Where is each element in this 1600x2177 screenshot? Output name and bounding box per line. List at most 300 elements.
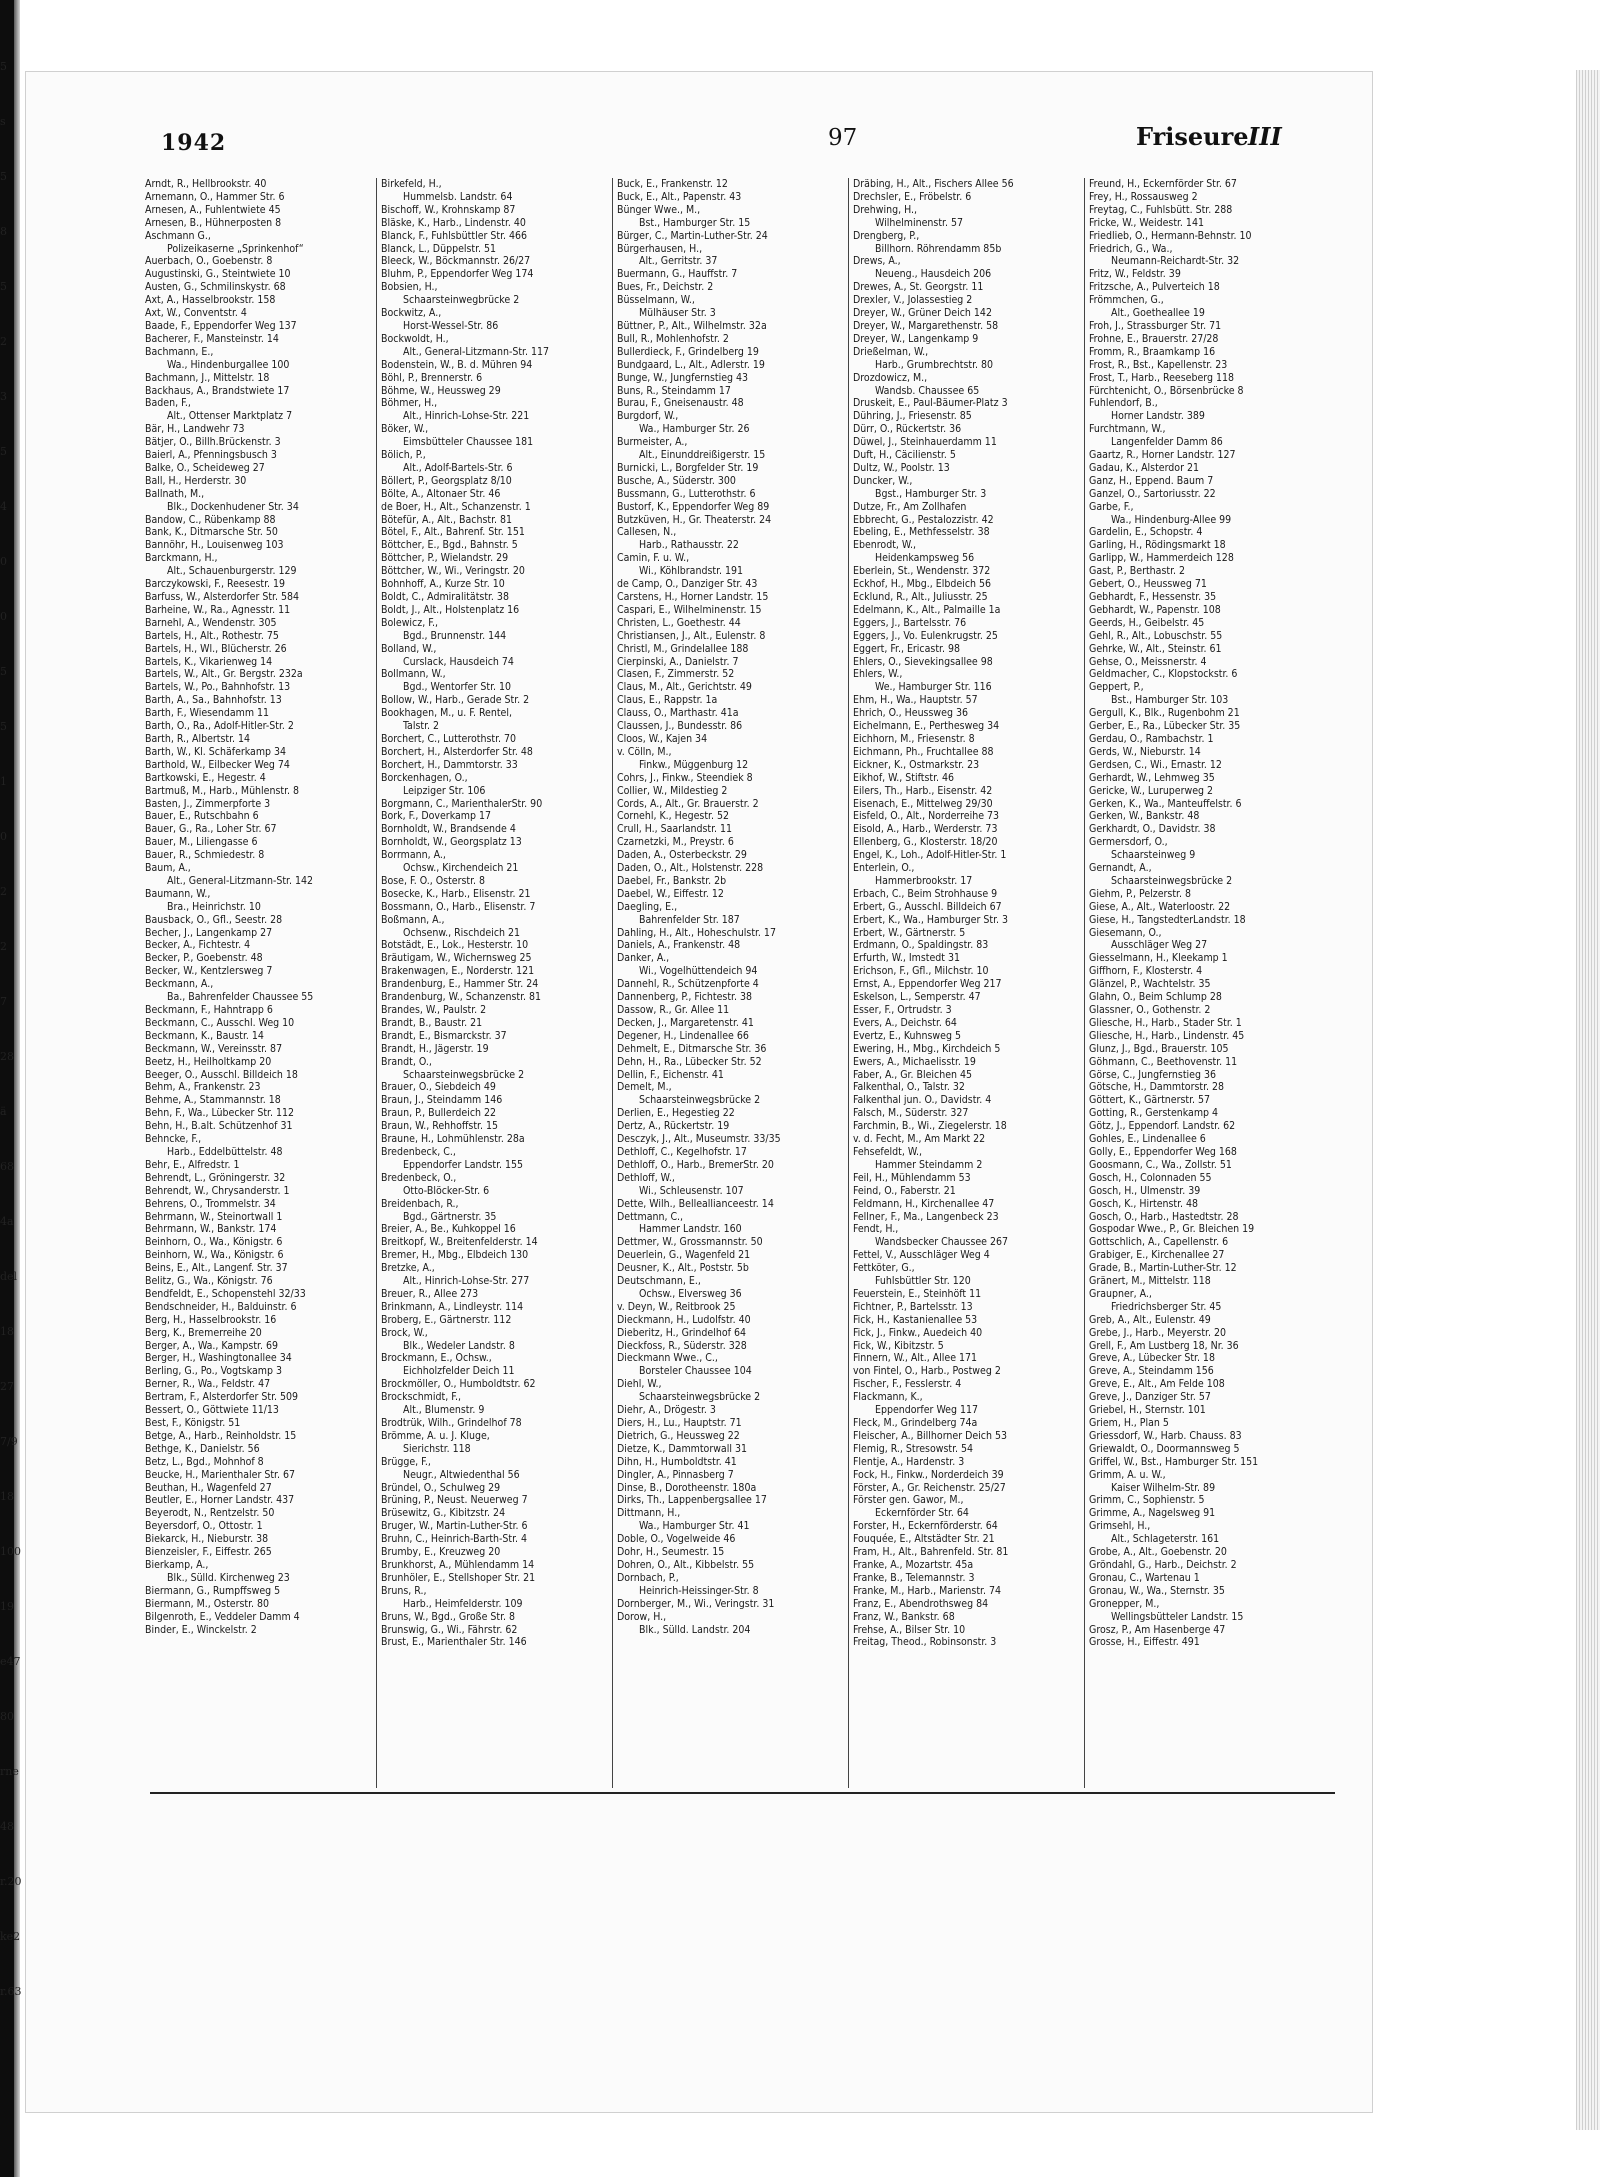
margin-fragment: e47 bbox=[0, 1655, 21, 1668]
directory-entry: Ehm, H., Wa., Hauptstr. 57 bbox=[853, 694, 978, 707]
directory-entry: Bläske, K., Harb., Lindenstr. 40 bbox=[381, 216, 526, 229]
directory-entry: Druskeit, E., Paul-Bäumer-Platz 3 bbox=[853, 397, 1008, 410]
directory-entry: Eisold, A., Harb., Werderstr. 73 bbox=[853, 823, 998, 836]
directory-entry: Barth, O., Ra., Adolf-Hitler-Str. 2 bbox=[145, 720, 294, 733]
directory-entry: Bollow, W., Harb., Gerade Str. 2 bbox=[381, 694, 530, 707]
directory-entry: Drießelman, W., bbox=[853, 345, 929, 358]
directory-entry: Drehwing, H., bbox=[853, 203, 917, 216]
directory-entry: Ochsw., Elversweg 36 bbox=[639, 1287, 742, 1300]
directory-entry: Bose, F. O., Osterstr. 8 bbox=[381, 874, 486, 887]
directory-entry: Greve, J., Danziger Str. 57 bbox=[1089, 1391, 1211, 1404]
directory-entry: Gehl, R., Alt., Lobuschstr. 55 bbox=[1089, 629, 1223, 642]
directory-entry: Brakenwagen, E., Norderstr. 121 bbox=[381, 965, 535, 978]
margin-fragment: 28 bbox=[0, 1050, 14, 1063]
directory-entry: Becker, P., Goebenstr. 48 bbox=[145, 952, 263, 965]
directory-entry: Giese, H., TangstedterLandstr. 18 bbox=[1089, 913, 1246, 926]
directory-entry: Auerbach, O., Goebenstr. 8 bbox=[145, 255, 273, 268]
directory-entry: Camin, F. u. W., bbox=[617, 552, 690, 565]
directory-entry: Bauer, M., Liliengasse 6 bbox=[145, 836, 258, 849]
directory-entry: Dehmelt, E., Ditmarsche Str. 36 bbox=[617, 1042, 767, 1055]
margin-fragment: 3 bbox=[0, 390, 7, 403]
directory-entry: Bookhagen, M., u. F. Rentel, bbox=[381, 707, 512, 720]
directory-entry: Feldmann, H., Kirchenallee 47 bbox=[853, 1197, 995, 1210]
directory-entry: Cornehl, K., Hegestr. 52 bbox=[617, 810, 729, 823]
directory-entry: Grosz, P., Am Hasenberge 47 bbox=[1089, 1623, 1226, 1636]
directory-entry: Beucke, H., Marienthaler Str. 67 bbox=[145, 1468, 295, 1481]
directory-entry: Götsche, H., Dammtorstr. 28 bbox=[1089, 1081, 1225, 1094]
directory-entry: Horst-Wessel-Str. 86 bbox=[403, 319, 499, 332]
directory-entry: Bartels, H., Alt., Rothestr. 75 bbox=[145, 629, 279, 642]
margin-fragment: 5 bbox=[0, 60, 7, 73]
directory-entry: Gerdsen, C., Wi., Ernastr. 12 bbox=[1089, 758, 1222, 771]
directory-entry: Brauer, O., Siebdeich 49 bbox=[381, 1081, 496, 1094]
directory-entry: Behrendt, L., Gröningerstr. 32 bbox=[145, 1171, 286, 1184]
directory-entry: Bgst., Hamburger Str. 3 bbox=[875, 487, 987, 500]
directory-entry: Callesen, N., bbox=[617, 526, 677, 539]
directory-entry: Gränert, M., Mittelstr. 118 bbox=[1089, 1275, 1211, 1288]
directory-entry: Beetz, H., Heilholtkamp 20 bbox=[145, 1055, 272, 1068]
directory-entry: Geppert, P., bbox=[1089, 681, 1144, 694]
directory-entry: Blk., Sülld. Landstr. 204 bbox=[639, 1623, 751, 1636]
directory-entry: Alt., Einunddreißigerstr. 15 bbox=[639, 449, 766, 462]
directory-entry: Burgdorf, W., bbox=[617, 410, 679, 423]
directory-entry: Brust, E., Marienthaler Str. 146 bbox=[381, 1636, 527, 1649]
directory-entry: Sierichstr. 118 bbox=[403, 1442, 471, 1455]
directory-entry: Beckmann, F., Hahntrapp 6 bbox=[145, 1004, 273, 1016]
directory-entry: v. d. Fecht, M., Am Markt 22 bbox=[853, 1133, 986, 1146]
directory-entry: Dorow, H., bbox=[617, 1610, 667, 1623]
directory-entry: Wa., Hindenburg-Allee 99 bbox=[1111, 513, 1232, 526]
directory-entry: Dannehl, R., Schützenpforte 4 bbox=[617, 978, 759, 991]
directory-entry: Golly, E., Eppendorfer Weg 168 bbox=[1089, 1145, 1237, 1158]
directory-entry: Drengberg, P., bbox=[853, 229, 920, 242]
directory-entry: Büttner, P., Alt., Wilhelmstr. 32a bbox=[617, 319, 767, 332]
directory-entry: Brinkmann, A., Lindleystr. 114 bbox=[381, 1300, 524, 1313]
directory-entry: Glahn, O., Beim Schlump 28 bbox=[1089, 991, 1222, 1004]
directory-entry: Kaiser Wilhelm-Str. 89 bbox=[1111, 1481, 1216, 1494]
directory-entry: Fuhlsbüttler Str. 120 bbox=[875, 1275, 971, 1288]
directory-entry: Arndt, R., Hellbrookstr. 40 bbox=[145, 178, 267, 190]
directory-entry: Eichelmann, E., Perthesweg 34 bbox=[853, 720, 1000, 733]
directory-entry: Polizeikaserne „Sprinkenhof“ bbox=[167, 242, 304, 255]
directory-entry: Brandt, E., Bismarckstr. 37 bbox=[381, 1029, 507, 1042]
directory-column-4 bbox=[853, 178, 1079, 1788]
directory-entry: Fischer, F., Fesslerstr. 4 bbox=[853, 1378, 962, 1391]
directory-entry: Buermann, G., Hauffstr. 7 bbox=[617, 268, 738, 281]
directory-entry: Dietrich, G., Heussweg 22 bbox=[617, 1429, 740, 1442]
directory-entry: von Fintel, O., Harb., Postweg 2 bbox=[853, 1365, 1001, 1378]
directory-entry: Decken, J., Margaretenstr. 41 bbox=[617, 1016, 754, 1029]
directory-entry: v. Deyn, W., Reitbrook 25 bbox=[617, 1300, 736, 1313]
directory-entry: Eppendorfer Weg 117 bbox=[875, 1404, 979, 1417]
directory-entry: Friedrichsberger Str. 45 bbox=[1111, 1300, 1222, 1313]
directory-entry: Bullerdieck, F., Grindelberg 19 bbox=[617, 345, 759, 358]
directory-entry: Brockmann, E., Ochsw., bbox=[381, 1352, 492, 1365]
directory-entry: Dinse, B., Dorotheenstr. 180a bbox=[617, 1481, 757, 1494]
directory-entry: Flentje, A., Hardenstr. 3 bbox=[853, 1455, 965, 1468]
directory-entry: Eichhorn, M., Friesenstr. 8 bbox=[853, 732, 975, 745]
directory-entry: Braun, P., Bullerdeich 22 bbox=[381, 1107, 497, 1120]
directory-entry: Eimsbütteler Chaussee 181 bbox=[403, 436, 534, 449]
directory-entry: Bannöhr, H., Louisenweg 103 bbox=[145, 539, 284, 552]
margin-fragment: 80 bbox=[0, 1710, 14, 1723]
directory-entry: Baumann, W., bbox=[145, 887, 211, 900]
directory-entry: Fram, H., Alt., Bahrenfeld. Str. 81 bbox=[853, 1546, 1009, 1559]
directory-entry: Behm, A., Frankenstr. 23 bbox=[145, 1081, 261, 1094]
directory-entry: Ebeling, E., Methfesselstr. 38 bbox=[853, 526, 990, 539]
column-rule bbox=[612, 178, 613, 1788]
directory-entry: Becher, J., Langenkamp 27 bbox=[145, 926, 273, 939]
directory-entry: Dohr, H., Seumestr. 15 bbox=[617, 1546, 725, 1559]
directory-entry: Harb., Grumbrechtstr. 80 bbox=[875, 358, 994, 371]
directory-entry: Bork, F., Doverkamp 17 bbox=[381, 810, 491, 823]
directory-entry: Bauer, R., Schmiedestr. 8 bbox=[145, 849, 265, 862]
directory-entry: Eggers, J., Bartelsstr. 76 bbox=[853, 616, 967, 629]
margin-fragment: 5 bbox=[0, 720, 7, 733]
directory-entry: Gronau, W., Wa., Sternstr. 35 bbox=[1089, 1584, 1225, 1597]
directory-entry: Curslack, Hausdeich 74 bbox=[403, 655, 514, 668]
section-numeral: III bbox=[1248, 122, 1282, 151]
directory-entry: Ehrich, O., Heussweg 36 bbox=[853, 707, 968, 720]
directory-entry: Ganzel, O., Sartoriusstr. 22 bbox=[1089, 487, 1216, 500]
directory-entry: Dieberitz, H., Grindelhof 64 bbox=[617, 1326, 746, 1339]
directory-entry: Ecklund, R., Alt., Juliusstr. 25 bbox=[853, 591, 988, 603]
page-number: 97 bbox=[828, 125, 858, 151]
directory-entry: Axt, W., Conventstr. 4 bbox=[145, 307, 247, 320]
margin-fragment: 48 bbox=[0, 1820, 14, 1833]
directory-entry: Bosecke, K., Harb., Elisenstr. 21 bbox=[381, 887, 531, 900]
directory-entry: Bauer, E., Rutschbahn 6 bbox=[145, 810, 259, 823]
directory-entry: Friedrich, G., Wa., bbox=[1089, 242, 1173, 255]
directory-entry: Fick, W., Kibitzstr. 5 bbox=[853, 1339, 944, 1352]
directory-entry: Demelt, M., bbox=[617, 1081, 672, 1094]
directory-entry: Diehl, W., bbox=[617, 1378, 662, 1391]
directory-entry: Blk., Dockenhudener Str. 34 bbox=[167, 500, 299, 513]
directory-entry: Behrmann, W., Steinortwall 1 bbox=[145, 1210, 283, 1223]
directory-entry: Duft, H., Cäcilienstr. 5 bbox=[853, 449, 956, 462]
directory-column-2 bbox=[381, 178, 607, 1788]
directory-entry: Alt., Ottenser Marktplatz 7 bbox=[167, 410, 293, 423]
directory-entry: Gosch, H., Ulmenstr. 39 bbox=[1089, 1184, 1201, 1197]
directory-entry: Brockschmidt, F., bbox=[381, 1391, 461, 1404]
directory-entry: Bobsien, H., bbox=[381, 281, 438, 294]
directory-entry: Geerds, H., Geibelstr. 45 bbox=[1089, 616, 1205, 629]
directory-entry: Bustorf, K., Eppendorfer Weg 89 bbox=[617, 500, 770, 513]
directory-entry: Wellingsbütteler Landstr. 15 bbox=[1111, 1610, 1244, 1623]
directory-entry: Bischoff, W., Krohnskamp 87 bbox=[381, 203, 516, 216]
directory-entry: Becker, W., Kentzlersweg 7 bbox=[145, 965, 273, 978]
directory-entry: Dornbach, P., bbox=[617, 1571, 679, 1584]
directory-entry: Augustinski, G., Steintwiete 10 bbox=[145, 268, 291, 281]
directory-entry: Berling, G., Po., Vogtskamp 3 bbox=[145, 1365, 282, 1378]
directory-entry: Alt., Adolf-Bartels-Str. 6 bbox=[403, 461, 513, 474]
directory-entry: Bues, Fr., Deichstr. 2 bbox=[617, 281, 714, 294]
directory-entry: Beckmann, C., Ausschl. Weg 10 bbox=[145, 1016, 295, 1029]
directory-entry: Glunz, J., Bgd., Brauerstr. 105 bbox=[1089, 1042, 1229, 1055]
directory-entry: Bruns, R., bbox=[381, 1584, 427, 1597]
directory-entry: Eichmann, Ph., Fruchtallee 88 bbox=[853, 745, 994, 758]
directory-entry: Falkenthal jun. O., Davidstr. 4 bbox=[853, 1094, 992, 1107]
directory-entry: Dannenberg, P., Fichtestr. 38 bbox=[617, 991, 752, 1004]
directory-entry: Evers, A., Deichstr. 64 bbox=[853, 1016, 957, 1029]
directory-entry: Ba., Bahrenfelder Chaussee 55 bbox=[167, 991, 314, 1004]
directory-entry: Boldt, J., Alt., Holstenplatz 16 bbox=[381, 603, 520, 616]
directory-columns bbox=[145, 178, 1345, 1788]
directory-entry: Fritz, W., Feldstr. 39 bbox=[1089, 268, 1181, 281]
directory-entry: Gehrke, W., Alt., Steinstr. 61 bbox=[1089, 642, 1222, 655]
header-year: 1942 bbox=[161, 130, 227, 156]
directory-entry: de Camp, O., Danziger Str. 43 bbox=[617, 578, 758, 591]
directory-entry: Dettmer, W., Grossmannstr. 50 bbox=[617, 1236, 763, 1249]
directory-entry: Gronau, C., Wartenau 1 bbox=[1089, 1571, 1200, 1584]
margin-fragment: ä bbox=[0, 1105, 7, 1118]
directory-entry: Dutze, Fr., Am Zollhafen bbox=[853, 500, 967, 513]
directory-entry: Wilhelminenstr. 57 bbox=[875, 216, 963, 229]
margin-fragment: 2 bbox=[0, 885, 7, 898]
directory-entry: Dittmann, H., bbox=[617, 1507, 681, 1520]
directory-entry: Bachmann, J., Mittelstr. 18 bbox=[145, 371, 270, 384]
margin-fragment: 5 bbox=[0, 170, 7, 183]
directory-entry: Wi., Vogelhüttendeich 94 bbox=[639, 965, 758, 978]
directory-entry: Gast, P., Berthastr. 2 bbox=[1089, 565, 1185, 578]
directory-entry: Ehlers, O., Sievekingsallee 98 bbox=[853, 655, 993, 668]
directory-entry: Blanck, F., Fuhlsbüttler Str. 466 bbox=[381, 229, 528, 242]
directory-entry: Horner Landstr. 389 bbox=[1111, 410, 1205, 423]
directory-entry: Behrendt, W., Chrysanderstr. 1 bbox=[145, 1184, 290, 1197]
directory-entry: Bra., Heinrichstr. 10 bbox=[167, 900, 261, 913]
directory-entry: Falkenthal, O., Talstr. 32 bbox=[853, 1081, 965, 1094]
directory-entry: Böker, W., bbox=[381, 423, 429, 436]
margin-fragment: 2 bbox=[0, 335, 7, 348]
directory-entry: Beckmann, W., Vereinsstr. 87 bbox=[145, 1042, 283, 1055]
directory-entry: Carstens, H., Horner Landstr. 15 bbox=[617, 591, 769, 603]
directory-entry: Dellin, F., Eichenstr. 41 bbox=[617, 1068, 724, 1081]
directory-entry: Grell, F., Am Lustberg 18, Nr. 36 bbox=[1089, 1339, 1239, 1352]
directory-entry: Bolewicz, F., bbox=[381, 616, 438, 629]
directory-entry: Fuhlendorf, B., bbox=[1089, 397, 1158, 410]
directory-entry: Dietze, K., Dammtorwall 31 bbox=[617, 1442, 747, 1455]
directory-column-3 bbox=[617, 178, 843, 1788]
directory-entry: Neugr., Altwiedenthal 56 bbox=[403, 1468, 520, 1481]
directory-entry: Burau, F., Gneisenaustr. 48 bbox=[617, 397, 744, 410]
margin-fragment: 7/9 bbox=[0, 1435, 18, 1448]
directory-entry: Erfurth, W., Imstedt 31 bbox=[853, 952, 961, 965]
directory-entry: Bockwitz, A., bbox=[381, 307, 442, 320]
column-rule bbox=[376, 178, 377, 1788]
directory-entry: Fichtner, P., Bartelsstr. 13 bbox=[853, 1300, 973, 1313]
directory-entry: Borchert, H., Alsterdorfer Str. 48 bbox=[381, 745, 533, 758]
directory-entry: Dihn, H., Humboldtstr. 41 bbox=[617, 1455, 737, 1468]
directory-entry: Dahling, H., Alt., Hoheschulstr. 17 bbox=[617, 926, 776, 939]
directory-entry: Hammer Landstr. 160 bbox=[639, 1223, 742, 1236]
directory-entry: Dreyer, W., Grüner Deich 142 bbox=[853, 307, 992, 320]
directory-entry: Brunhöler, E., Stellshoper Str. 21 bbox=[381, 1571, 536, 1584]
directory-entry: Finnern, W., Alt., Allee 171 bbox=[853, 1352, 978, 1365]
directory-entry: Blanck, L., Düppelstr. 51 bbox=[381, 242, 497, 255]
directory-entry: Erdmann, O., Spaldingstr. 83 bbox=[853, 939, 989, 952]
directory-entry: Ehlers, W., bbox=[853, 668, 903, 681]
margin-fragment: 0 bbox=[0, 610, 7, 623]
directory-entry: Franke, A., Mozartstr. 45a bbox=[853, 1558, 974, 1571]
directory-entry: Feil, H., Mühlendamm 53 bbox=[853, 1171, 971, 1184]
directory-entry: Ausschläger Weg 27 bbox=[1111, 939, 1208, 952]
directory-entry: Mülhäuser Str. 3 bbox=[639, 307, 716, 320]
directory-entry: Beuthan, H., Wagenfeld 27 bbox=[145, 1481, 272, 1494]
directory-entry: Brömme, A. u. J. Kluge, bbox=[381, 1429, 490, 1442]
directory-entry: Grobe, A., Alt., Goebenstr. 20 bbox=[1089, 1546, 1227, 1559]
directory-entry: Beckmann, A., bbox=[145, 978, 214, 991]
directory-entry: Böhmer, H., bbox=[381, 397, 438, 410]
directory-entry: Beutler, E., Horner Landstr. 437 bbox=[145, 1494, 295, 1507]
directory-entry: Butzküven, H., Gr. Theaterstr. 24 bbox=[617, 513, 772, 526]
directory-entry: Falsch, M., Süderstr. 327 bbox=[853, 1107, 969, 1120]
directory-entry: Gebert, O., Heussweg 71 bbox=[1089, 578, 1207, 591]
directory-entry: Bretzke, A., bbox=[381, 1262, 435, 1275]
directory-entry: Böllert, P., Georgsplatz 8/10 bbox=[381, 474, 512, 487]
directory-entry: Brunswig, G., Wi., Fährstr. 62 bbox=[381, 1623, 518, 1636]
margin-fragment: ke2 bbox=[0, 1930, 21, 1943]
directory-entry: Breier, A., Be., Kuhkoppel 16 bbox=[381, 1223, 516, 1236]
directory-entry: Collier, W., Mildestieg 2 bbox=[617, 784, 728, 797]
left-margin-fragments bbox=[0, 60, 26, 2060]
directory-entry: Braune, H., Lohmühlenstr. 28a bbox=[381, 1133, 525, 1146]
directory-entry: Gebhardt, W., Papenstr. 108 bbox=[1089, 603, 1221, 616]
directory-entry: Graupner, A., bbox=[1089, 1287, 1152, 1300]
directory-entry: Biekarck, H., Nieburstr. 38 bbox=[145, 1533, 269, 1546]
directory-entry: Görse, C., Jungfernstieg 36 bbox=[1089, 1068, 1216, 1081]
directory-entry: Bredenbeck, O., bbox=[381, 1171, 457, 1184]
directory-entry: Alt., General-Litzmann-Str. 142 bbox=[167, 874, 313, 887]
directory-entry: Schaarsteinweg 9 bbox=[1111, 849, 1196, 862]
directory-entry: Grimm, A. u. W., bbox=[1089, 1468, 1166, 1481]
directory-entry: Burmeister, A., bbox=[617, 436, 688, 449]
directory-entry: Austen, G., Schmilinskystr. 68 bbox=[145, 281, 286, 294]
directory-entry: Düwel, J., Steinhauerdamm 11 bbox=[853, 436, 997, 449]
directory-entry: Erichson, F., Gfl., Milchstr. 10 bbox=[853, 965, 989, 978]
directory-entry: Christiansen, J., Alt., Eulenstr. 8 bbox=[617, 629, 766, 642]
directory-entry: Bartkowski, E., Hegestr. 4 bbox=[145, 771, 266, 784]
margin-fragment: s bbox=[0, 115, 6, 128]
directory-entry: Schaarsteinwegsbrücke 2 bbox=[639, 1391, 761, 1404]
directory-entry: Gerkhardt, O., Davidstr. 38 bbox=[1089, 823, 1216, 836]
directory-entry: Fürchtenicht, O., Börsenbrücke 8 bbox=[1089, 384, 1244, 397]
directory-entry: Hummelsb. Landstr. 64 bbox=[403, 190, 513, 203]
directory-entry: Bethge, K., Danielstr. 56 bbox=[145, 1442, 260, 1455]
directory-entry: Büsselmann, W., bbox=[617, 294, 695, 307]
directory-entry: Wi., Köhlbrandstr. 191 bbox=[639, 565, 744, 578]
directory-entry: Claussen, J., Bundesstr. 86 bbox=[617, 720, 743, 733]
directory-entry: Giesemann, O., bbox=[1089, 926, 1162, 939]
directory-entry: Glassner, O., Gothenstr. 2 bbox=[1089, 1004, 1211, 1016]
directory-entry: Bull, R., Mohlenhofstr. 2 bbox=[617, 332, 729, 345]
margin-fragment: 0 bbox=[0, 555, 7, 568]
directory-entry: v. Cölln, M., bbox=[617, 745, 672, 758]
directory-entry: Backhaus, A., Brandstwiete 17 bbox=[145, 384, 290, 397]
directory-entry: Feind, O., Faberstr. 21 bbox=[853, 1184, 956, 1197]
directory-entry: Braun, W., Rehhoffstr. 15 bbox=[381, 1120, 498, 1133]
directory-entry: Erbert, W., Gärtnerstr. 5 bbox=[853, 926, 966, 939]
directory-entry: Bünger Wwe., M., bbox=[617, 203, 701, 216]
directory-entry: Gardelin, E., Schopstr. 4 bbox=[1089, 526, 1203, 539]
directory-entry: Eickner, K., Ostmarkstr. 23 bbox=[853, 758, 980, 771]
directory-entry: Furchtmann, W., bbox=[1089, 423, 1166, 436]
directory-entry: Basten, J., Zimmerpforte 3 bbox=[145, 797, 271, 810]
directory-entry: Drewes, A., St. Georgstr. 11 bbox=[853, 281, 984, 294]
directory-entry: Bleeck, W., Böckmannstr. 26/27 bbox=[381, 255, 531, 268]
directory-entry: Giese, A., Alt., Waterloostr. 22 bbox=[1089, 900, 1231, 913]
directory-entry: Christen, L., Goethestr. 44 bbox=[617, 616, 741, 629]
directory-entry: Bandow, C., Rübenkamp 88 bbox=[145, 513, 276, 526]
directory-entry: Gerhardt, W., Lehmweg 35 bbox=[1089, 771, 1215, 784]
directory-entry: Fritzsche, A., Pulverteich 18 bbox=[1089, 281, 1220, 294]
directory-entry: Leipziger Str. 106 bbox=[403, 784, 486, 797]
directory-entry: Brandes, W., Paulstr. 2 bbox=[381, 1004, 487, 1016]
directory-entry: Franz, E., Abendrothsweg 84 bbox=[853, 1597, 989, 1610]
directory-entry: Bossmann, O., Harb., Elisenstr. 7 bbox=[381, 900, 536, 913]
directory-entry: Dürr, O., Rückertstr. 36 bbox=[853, 423, 962, 436]
directory-entry: Alt., Schlageterstr. 161 bbox=[1111, 1533, 1220, 1546]
directory-entry: Bartmuß, M., Harb., Mühlenstr. 8 bbox=[145, 784, 300, 797]
directory-entry: Daebel, Fr., Bankstr. 2b bbox=[617, 874, 727, 887]
directory-entry: Bräutigam, W., Wichernsweg 25 bbox=[381, 952, 532, 965]
directory-entry: Dettmann, C., bbox=[617, 1210, 684, 1223]
directory-entry: Buck, E., Frankenstr. 12 bbox=[617, 178, 728, 190]
directory-entry: Fettköter, G., bbox=[853, 1262, 915, 1275]
directory-entry: Flackmann, K., bbox=[853, 1391, 923, 1404]
directory-entry: Dieckmann Wwe., C., bbox=[617, 1352, 718, 1365]
directory-entry: Daniels, A., Frankenstr. 48 bbox=[617, 939, 741, 952]
margin-fragment: r.63 bbox=[0, 1985, 22, 1998]
directory-entry: Barheine, W., Ra., Agnesstr. 11 bbox=[145, 603, 291, 616]
directory-entry: Wandsb. Chaussee 65 bbox=[875, 384, 980, 397]
directory-entry: Ebenrodt, W., bbox=[853, 539, 917, 552]
directory-entry: Birkefeld, H., bbox=[381, 178, 442, 190]
margin-fragment: r.20 bbox=[0, 1875, 22, 1888]
directory-entry: Biermann, M., Osterstr. 80 bbox=[145, 1597, 270, 1610]
directory-entry: Eckernförder Str. 64 bbox=[875, 1507, 969, 1520]
directory-entry: Brockmöller, O., Humboldtstr. 62 bbox=[381, 1378, 536, 1391]
directory-entry: Caspari, E., Wilhelminenstr. 15 bbox=[617, 603, 762, 616]
directory-entry: Breitkopf, W., Breitenfelderstr. 14 bbox=[381, 1236, 538, 1249]
margin-fragment: 4 bbox=[0, 500, 7, 513]
directory-entry: Bötefür, A., Alt., Bachstr. 81 bbox=[381, 513, 513, 526]
directory-entry: Schaarsteinwegsbrücke 2 bbox=[639, 1094, 761, 1107]
directory-entry: Hammer Steindamm 2 bbox=[875, 1158, 983, 1171]
directory-entry: Frehse, A., Bilser Str. 10 bbox=[853, 1623, 966, 1636]
directory-entry: Bgd., Brunnenstr. 144 bbox=[403, 629, 507, 642]
directory-entry: Erbach, C., Beim Strohhause 9 bbox=[853, 887, 998, 900]
directory-entry: Claus, E., Rappstr. 1a bbox=[617, 694, 718, 707]
directory-entry: Barth, F., Wiesendamm 11 bbox=[145, 707, 270, 720]
directory-entry: Bertram, F., Alsterdorfer Str. 509 bbox=[145, 1391, 299, 1404]
directory-entry: Bornholdt, W., Georgsplatz 13 bbox=[381, 836, 522, 849]
directory-entry: Gerken, W., Bankstr. 48 bbox=[1089, 810, 1200, 823]
directory-entry: Evertz, E., Kuhnsweg 5 bbox=[853, 1029, 961, 1042]
directory-entry: Gehse, O., Meissnerstr. 4 bbox=[1089, 655, 1207, 668]
margin-fragment: del bbox=[0, 1270, 18, 1283]
directory-entry: Bürger, C., Martin-Luther-Str. 24 bbox=[617, 229, 768, 242]
margin-fragment: rne bbox=[0, 1765, 19, 1778]
directory-entry: Bredenbeck, C., bbox=[381, 1145, 456, 1158]
directory-entry: Feuerstein, E., Steinhöft 11 bbox=[853, 1287, 982, 1300]
directory-entry: Bruger, W., Martin-Luther-Str. 6 bbox=[381, 1520, 528, 1533]
directory-entry: Gaartz, R., Horner Landstr. 127 bbox=[1089, 449, 1236, 462]
directory-entry: Dreyer, W., Langenkamp 9 bbox=[853, 332, 979, 345]
directory-entry: Bilgenroth, E., Veddeler Damm 4 bbox=[145, 1610, 300, 1623]
directory-entry: Drozdowicz, M., bbox=[853, 371, 928, 384]
directory-entry: Bründel, O., Schulweg 29 bbox=[381, 1481, 501, 1494]
directory-entry: Grimsehl, H., bbox=[1089, 1520, 1151, 1533]
